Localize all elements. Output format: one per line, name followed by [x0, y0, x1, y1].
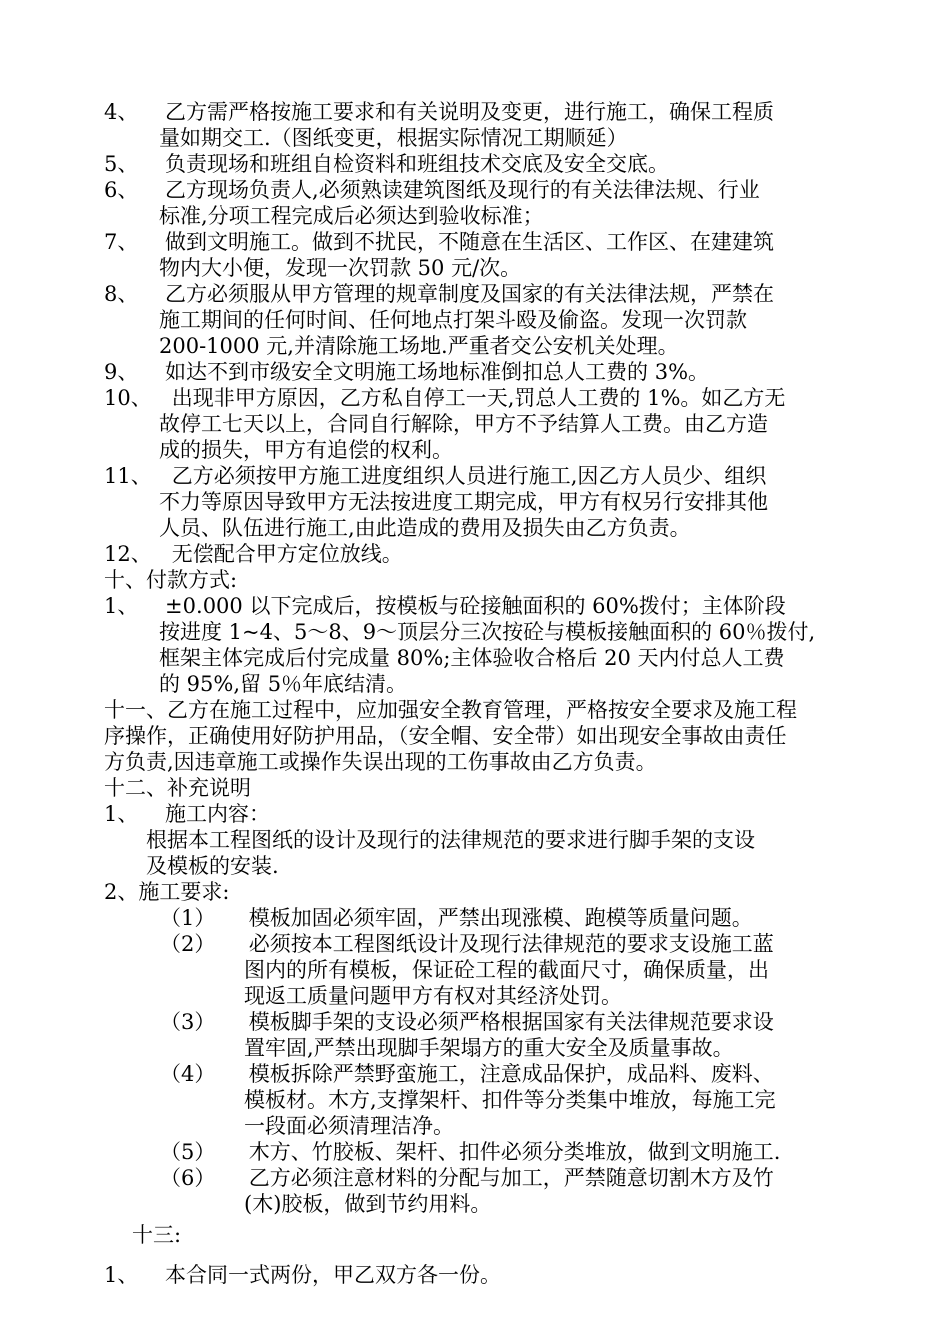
text-line: 11、 乙方必须按甲方施工进度组织人员进行施工,因乙方人员少、组织: [104, 464, 767, 488]
text-line: 模板材。木方,支撑架杆、扣件等分类集中堆放，每施工完: [244, 1088, 776, 1112]
text-line: 4、 乙方需严格按施工要求和有关说明及变更，进行施工，确保工程质: [104, 100, 775, 124]
text-line: 故停工七天以上，合同自行解除，甲方不予结算人工费。由乙方造: [159, 412, 768, 436]
text-line: 置牢固,严禁出现脚手架塌方的重大安全及质量事故。: [244, 1036, 734, 1060]
section-heading: 十二、补充说明: [104, 776, 251, 800]
text-line: 物内大小便，发现一次罚款 50 元/次。: [159, 256, 522, 280]
text-line: 框架主体完成后付完成量 80%;主体验收合格后 20 天内付总人工费: [159, 646, 785, 670]
text-line: （2） 必须按本工程图纸设计及现行法律规范的要求支设施工蓝: [160, 932, 774, 956]
text-line: 标准,分项工程完成后必须达到验收标准；: [159, 204, 544, 228]
text-line: 施工期间的任何时间、任何地点打架斗殴及偷盗。发现一次罚款: [159, 308, 747, 332]
text-line: 9、 如达不到市级安全文明施工场地标准倒扣总人工费的 3%。: [104, 360, 710, 384]
text-line: 序操作，正确使用好防护用品，（安全帽、安全带）如出现安全事故由责任: [104, 724, 787, 748]
text-line: （6） 乙方必须注意材料的分配与加工，严禁随意切割木方及竹: [160, 1166, 774, 1190]
text-line: 10、 出现非甲方原因，乙方私自停工一天,罚总人工费的 1%。如乙方无: [104, 386, 786, 410]
text-line: 方负责,因违章施工或操作失误出现的工伤事故由乙方负责。: [104, 750, 657, 774]
text-line: 1、 ±0.000 以下完成后，按模板与砼接触面积的 60%拨付；主体阶段: [104, 594, 786, 618]
text-line: 按进度 1~4、5～8、9～顶层分三次按砼与模板接触面积的 60％拨付,: [159, 620, 816, 644]
text-line: 8、 乙方必须服从甲方管理的规章制度及国家的有关法律法规，严禁在: [104, 282, 775, 306]
text-line: 2、施工要求:: [104, 880, 230, 904]
text-line: （4） 模板拆除严禁野蛮施工，注意成品保护，成品料、废料、: [160, 1062, 774, 1086]
text-line: 1、 本合同一式两份，甲乙双方各一份。: [104, 1263, 502, 1287]
section-heading: 十三:: [132, 1223, 182, 1247]
text-line: 十一、乙方在施工过程中，应加强安全教育管理，严格按安全要求及施工程: [104, 698, 797, 722]
text-line: 图内的所有模板，保证砼工程的截面尺寸，确保质量，出: [244, 958, 769, 982]
text-line: 1、 施工内容：: [104, 802, 271, 826]
text-line: 12、 无偿配合甲方定位放线。: [104, 542, 403, 566]
text-line: 及模板的安装.: [146, 854, 279, 878]
text-line: 量如期交工.（图纸变更，根据实际情况工期顺延）: [159, 126, 628, 150]
text-line: 5、 负责现场和班组自检资料和班组技术交底及安全交底。: [104, 152, 670, 176]
text-line: 现返工质量问题甲方有权对其经济处罚。: [244, 984, 622, 1008]
text-line: 一段面必须清理洁净。: [244, 1114, 454, 1138]
text-line: 200-1000 元,并清除施工场地.严重者交公安机关处理。: [159, 334, 679, 358]
text-line: 6、 乙方现场负责人,必须熟读建筑图纸及现行的有关法律法规、行业: [104, 178, 760, 202]
text-line: (木)胶板，做到节约用料。: [244, 1192, 492, 1216]
text-line: 成的损失，甲方有追偿的权利。: [159, 438, 453, 462]
section-heading: 十、付款方式:: [104, 568, 238, 592]
text-line: （3） 模板脚手架的支设必须严格根据国家有关法律规范要求设: [160, 1010, 774, 1034]
text-line: 根据本工程图纸的设计及现行的法律规范的要求进行脚手架的支设: [146, 828, 755, 852]
text-line: （5） 木方、竹胶板、架杆、扣件必须分类堆放，做到文明施工.: [160, 1140, 781, 1164]
text-line: 的 95%,留 5％年底结清。: [159, 672, 408, 696]
text-line: 人员、队伍进行施工,由此造成的费用及损失由乙方负责。: [159, 516, 691, 540]
text-line: （1） 模板加固必须牢固，严禁出现涨模、跑模等质量问题。: [160, 906, 753, 930]
text-line: 7、 做到文明施工。做到不扰民，不随意在生活区、工作区、在建建筑: [104, 230, 775, 254]
text-line: 不力等原因导致甲方无法按进度工期完成，甲方有权另行安排其他: [159, 490, 768, 514]
